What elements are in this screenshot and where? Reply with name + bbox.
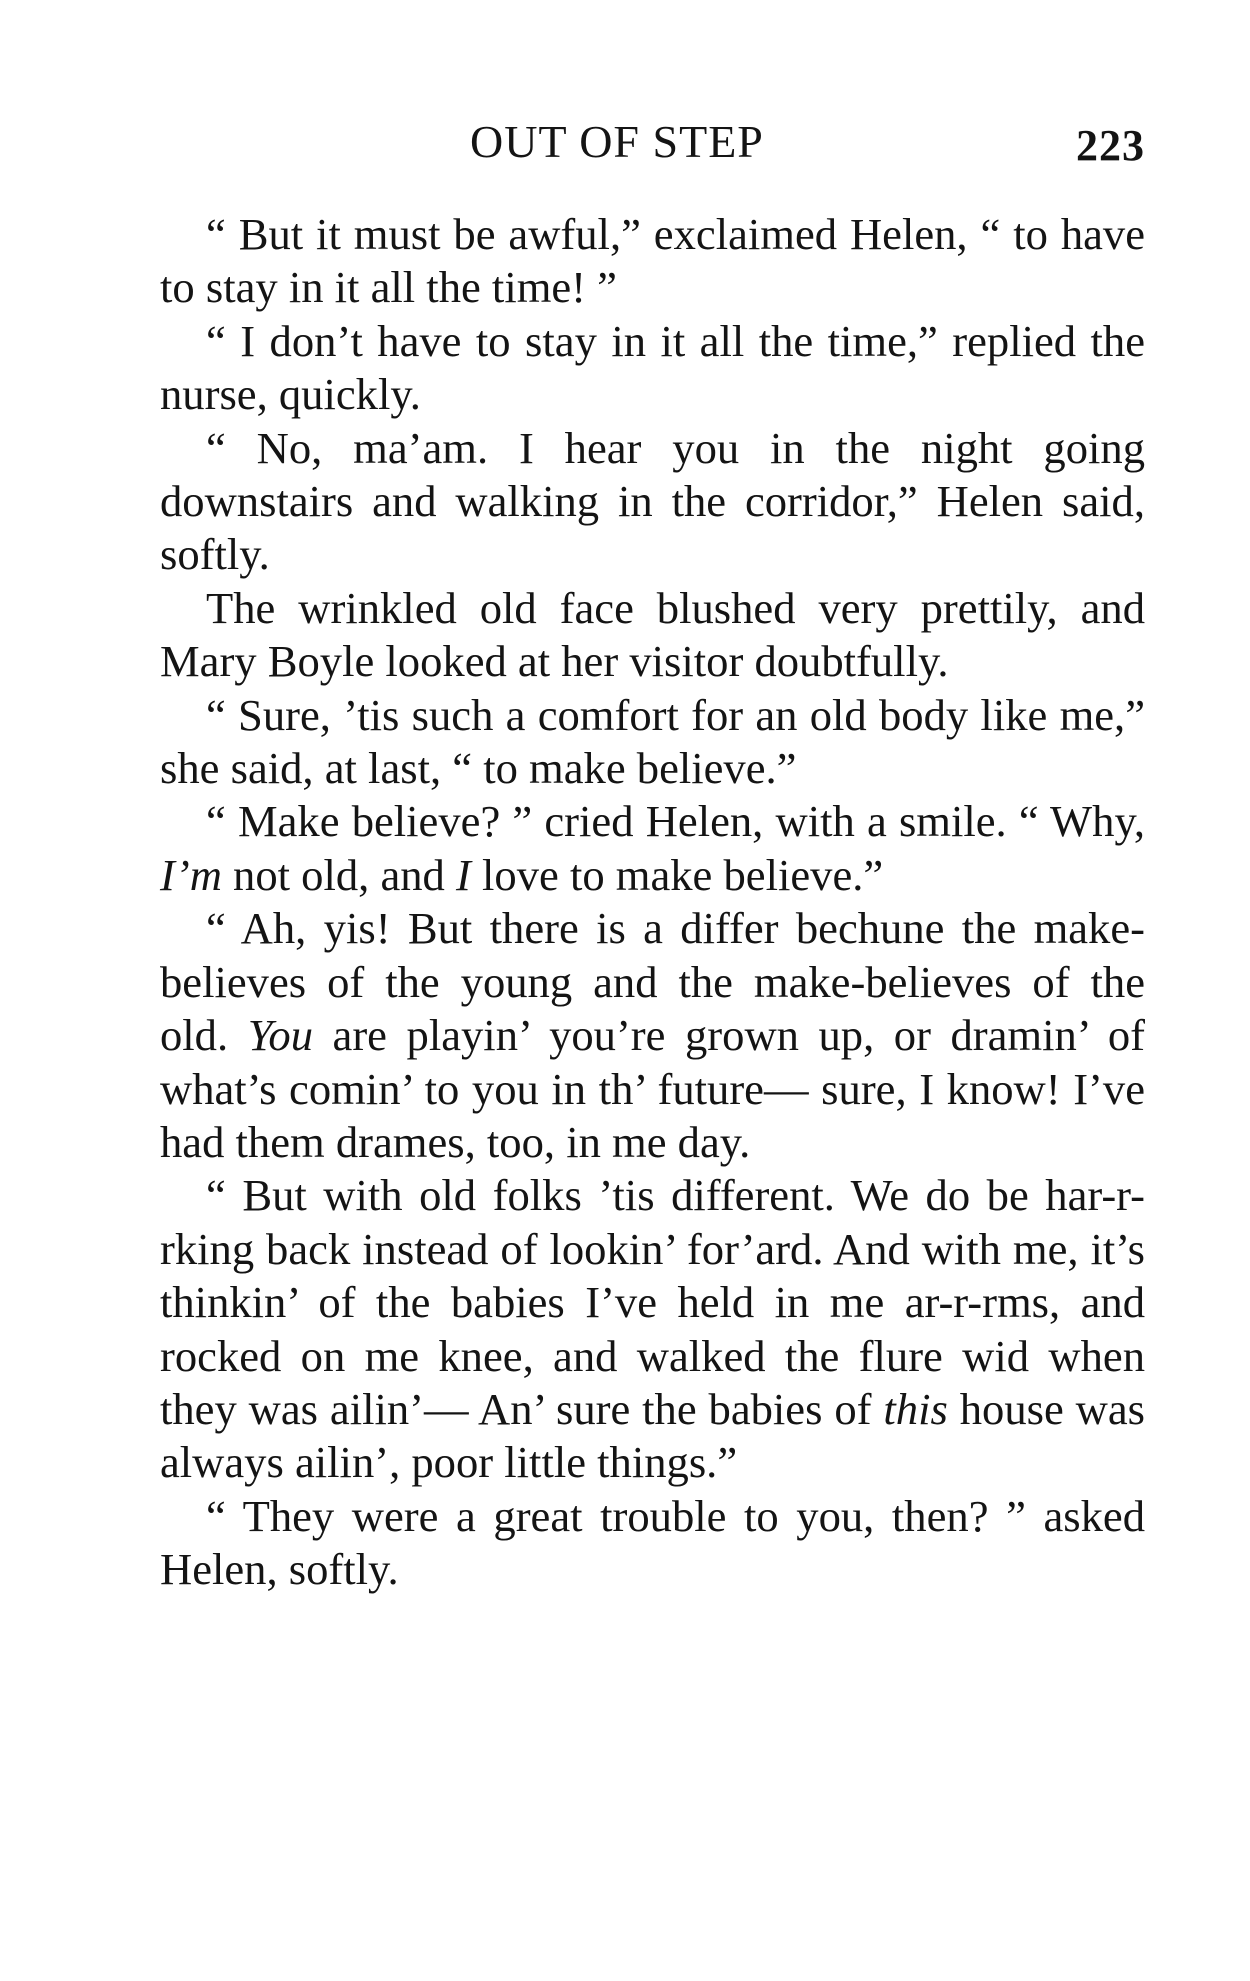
paragraph-5: “ Sure, ’tis such a comfort for an old body like me,” she said, at last, “ to make believe.” <box>160 689 1145 794</box>
paragraph-9: “ They were a great trouble to you, then? ” asked Helen, softly. <box>160 1490 1145 1595</box>
paragraph-6-text-b: not old, and <box>221 849 457 900</box>
paragraph-3: “ No, ma’am. I hear you in the night going downstairs and walking in the corridor,” Helen said, softly. <box>160 422 1145 580</box>
paragraph-8 <box>160 1169 1145 1489</box>
paragraph-8-italic: this <box>883 1383 948 1434</box>
paragraph-6-text-c: love to make believe.” <box>470 849 884 900</box>
paragraph-7-italic: You <box>247 1010 313 1061</box>
running-title: OUT OF STEP <box>470 116 764 167</box>
paragraph-1: “ But it must be awful,” exclaimed Helen, “ to have to stay in it all the time! ” <box>160 209 1145 313</box>
paragraph-7-text-a: “ Ah, yis! But there is a differ bechune the make-believes of the young and the make-believes of the old. <box>160 903 1145 1061</box>
paragraph-2: “ I don’t have to stay in it all the time,” replied the nurse, quickly. <box>160 315 1145 420</box>
paragraph-6-text-a: “ Make believe? ” cried Helen, with a smile. “ Why, <box>206 796 1145 847</box>
paragraph-7-text-b: are playin’ you’re grown up, or dramin’ of what’s comin’ to you in th’ future— sure, I know! I’ve had them drames, too, in me day. <box>160 1010 1146 1167</box>
page-header <box>160 112 1145 172</box>
page-number: 223 <box>1076 121 1145 170</box>
paragraph-7 <box>160 902 1145 1169</box>
paragraph-6 <box>160 795 1145 902</box>
paragraph-6-italic-b: I <box>456 849 471 900</box>
paragraph-8-text-b: house was always ailin’, poor little things.” <box>160 1383 1145 1488</box>
paragraph-8-text-a: “ But with old folks ’tis different. We do be har-r-rking back instead of lookin’ for’ard. And with me, it’s thinkin’ of the babies I’ve held in me ar-r-rms, and rocked on me knee, and walked the flure wid when they was ailin’— An’ sure the babies of <box>160 1170 1145 1434</box>
paragraph-4: The wrinkled old face blushed very prettily, and Mary Boyle looked at her visitor doubtfully. <box>160 582 1145 687</box>
paragraph-6-italic-a: I’m <box>160 849 222 900</box>
body-text <box>160 208 1145 1597</box>
